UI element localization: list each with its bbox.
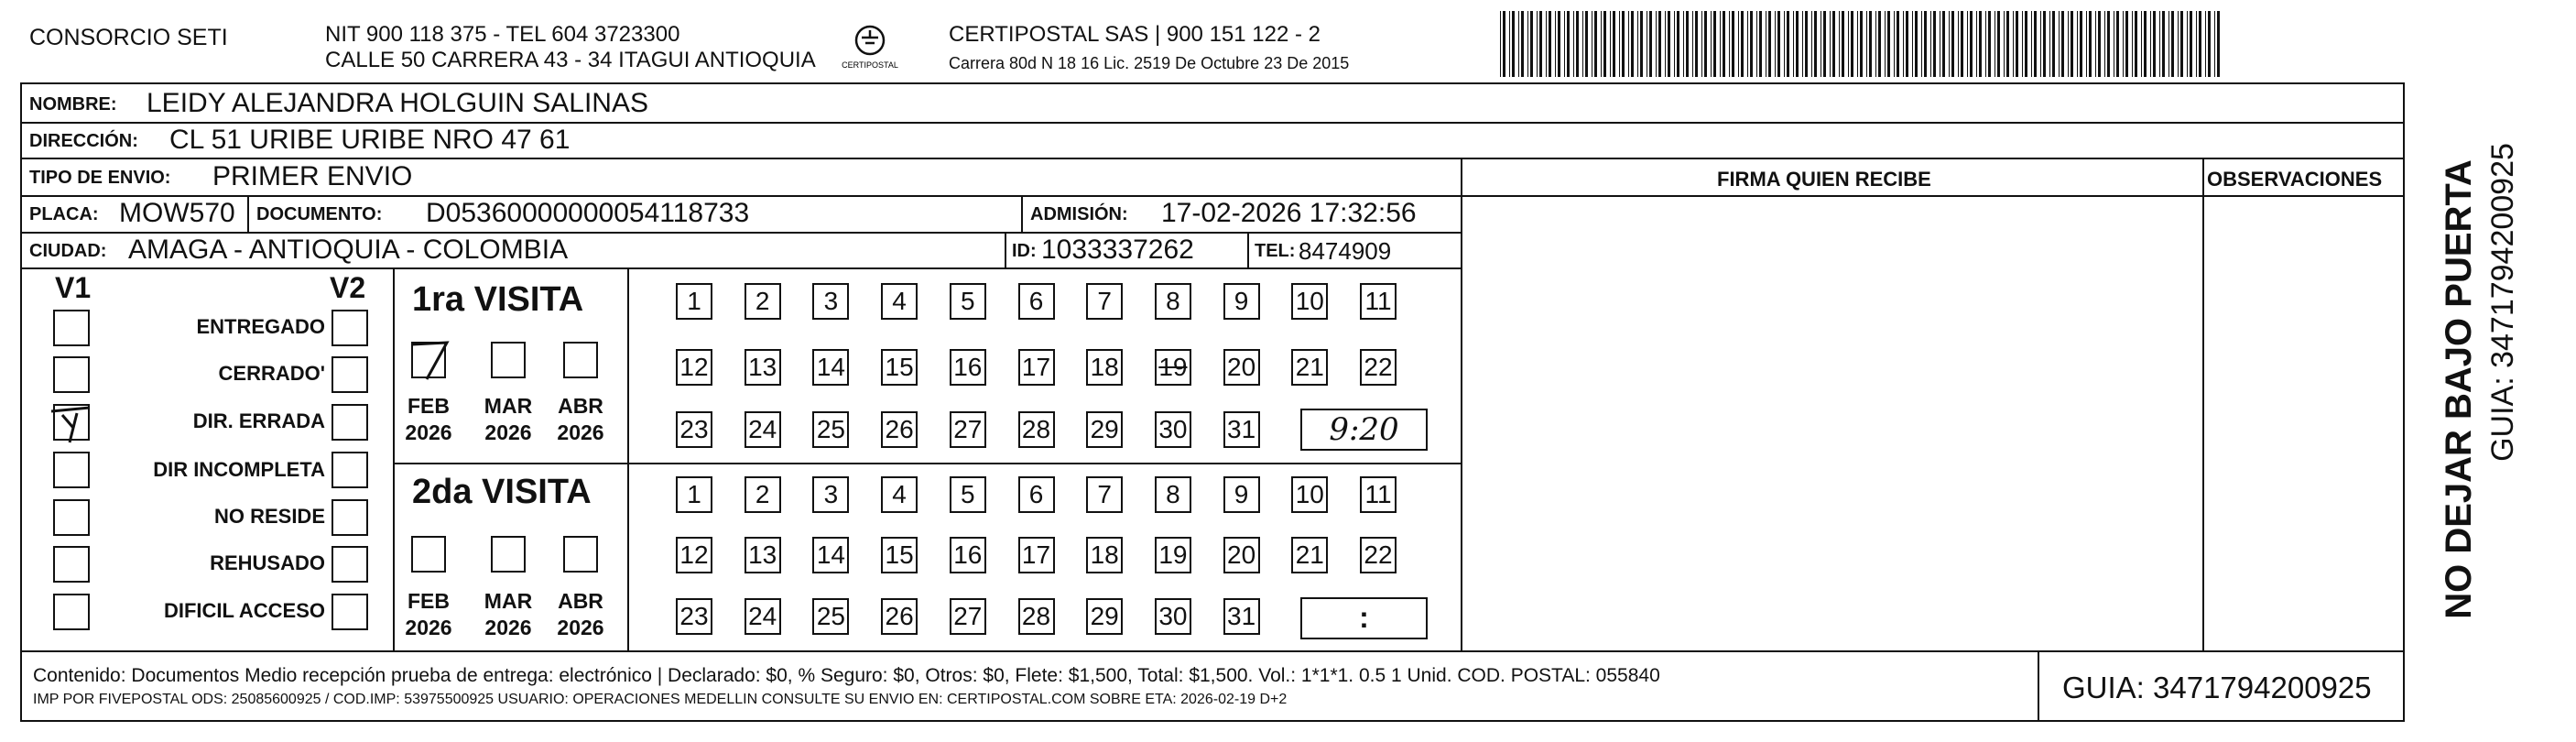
visit2-day-12[interactable]: 12 (676, 537, 712, 573)
v1-checkbox-rehusado[interactable] (53, 546, 90, 583)
visit2-day-21[interactable]: 21 (1291, 537, 1328, 573)
visit1-day-17[interactable]: 17 (1018, 349, 1055, 386)
v1-checkbox-entregado[interactable] (53, 310, 90, 346)
visit2-title: 2da VISITA (412, 473, 592, 511)
barcode (1498, 11, 2226, 77)
visit2-day-27[interactable]: 27 (950, 598, 986, 635)
visit2-day-30[interactable]: 30 (1155, 598, 1191, 635)
visit1-day-1[interactable]: 1 (676, 283, 712, 320)
placa-label: PLACA: (29, 204, 99, 224)
firma-label: FIRMA QUIEN RECIBE (1717, 168, 1931, 191)
v1-checkbox-dir-incompleta[interactable] (53, 452, 90, 488)
status-dir-incompleta: DIR INCOMPLETA (153, 458, 325, 481)
visit1-day-4[interactable]: 4 (881, 283, 918, 320)
documento-value: D05360000000054118733 (426, 198, 750, 228)
visit2-month-abr-box[interactable] (563, 536, 598, 573)
tel-label: TEL: (1255, 241, 1296, 261)
visit2-day-28[interactable]: 28 (1018, 598, 1055, 635)
visit1-day-18[interactable]: 18 (1086, 349, 1123, 386)
visit1-month-feb-box[interactable] (411, 342, 446, 378)
visit1-day-8[interactable]: 8 (1155, 283, 1191, 320)
visit1-day-26[interactable]: 26 (881, 411, 918, 448)
footer-imp-line: IMP POR FIVEPOSTAL ODS: 25085600925 / COD.IMP: 53975500925 USUARIO: OPERACIONES MEDELLIN CONSULTE SU ENVIO EN: CERTIPOSTAL.COM SOBRE ETA: 2026-02-19 D+2 (33, 692, 1288, 707)
v1-checkbox-cerrado[interactable] (53, 356, 90, 393)
v2-checkbox-entregado[interactable] (332, 310, 368, 346)
tel-value: 8474909 (1299, 237, 1392, 265)
id-label: ID: (1012, 241, 1037, 261)
visit2-day-23[interactable]: 23 (676, 598, 712, 635)
visit2-month-abr-label: ABR 2026 (557, 589, 604, 639)
status-entregado: ENTREGADO (196, 315, 325, 338)
footer-guia: GUIA: 3471794200925 (2062, 671, 2372, 704)
visit2-month-feb-box[interactable] (411, 536, 446, 573)
visit1-day-12[interactable]: 12 (676, 349, 712, 386)
nombre-label: NOMBRE: (29, 94, 117, 115)
visit1-month-mar-box[interactable] (491, 342, 526, 378)
visit2-day-26[interactable]: 26 (881, 598, 918, 635)
visit2-day-15[interactable]: 15 (881, 537, 918, 573)
visit1-day-24[interactable]: 24 (745, 411, 781, 448)
visit2-day-11[interactable]: 11 (1360, 476, 1397, 513)
tipo-envio-value: PRIMER ENVIO (212, 161, 413, 191)
visit2-day-13[interactable]: 13 (745, 537, 781, 573)
direccion-label: DIRECCIÓN: (29, 131, 138, 151)
visit1-month-abr-label: ABR 2026 (557, 394, 604, 444)
visit1-day-9[interactable]: 9 (1223, 283, 1260, 320)
visit2-day-25[interactable]: 25 (812, 598, 849, 635)
ciudad-value: AMAGA - ANTIOQUIA - COLOMBIA (128, 235, 569, 265)
visit1-day-20[interactable]: 20 (1223, 349, 1260, 386)
visit2-month-mar-label: MAR 2026 (484, 589, 533, 639)
visit2-day-10[interactable]: 10 (1291, 476, 1328, 513)
status-dificil-acceso: DIFICIL ACCESO (163, 599, 325, 622)
status-cerrado: CERRADO' (218, 362, 325, 385)
visit1-day-10[interactable]: 10 (1291, 283, 1328, 320)
nit-line: NIT 900 118 375 - TEL 604 3723300 (325, 22, 680, 47)
visit2-day-20[interactable]: 20 (1223, 537, 1260, 573)
visit2-time-field[interactable]: : (1300, 597, 1428, 639)
documento-label: DOCUMENTO: (256, 204, 383, 224)
visit1-day-31[interactable]: 31 (1223, 411, 1260, 448)
visit1-day-16[interactable]: 16 (950, 349, 986, 386)
tipo-envio-label: TIPO DE ENVIO: (29, 168, 171, 188)
visit1-day-6[interactable]: 6 (1018, 283, 1055, 320)
v2-checkbox-dificil-acceso[interactable] (332, 594, 368, 630)
svg-text:CERTIPOSTAL: CERTIPOSTAL (842, 60, 898, 70)
visit2-day-2[interactable]: 2 (745, 476, 781, 513)
side-guia: GUIA: 3471794200925 (2485, 143, 2520, 462)
v1-header: V1 (55, 271, 92, 304)
side-warning: NO DEJAR BAJO PUERTA (2439, 159, 2479, 619)
visit1-day-21[interactable]: 21 (1291, 349, 1328, 386)
visit1-day-27[interactable]: 27 (950, 411, 986, 448)
visit2-day-5[interactable]: 5 (950, 476, 986, 513)
status-no-reside: NO RESIDE (213, 505, 325, 528)
visit1-day-7[interactable]: 7 (1086, 283, 1123, 320)
handwritten-mark-icon (410, 341, 445, 377)
visit1-day-29[interactable]: 29 (1086, 411, 1123, 448)
direccion-value: CL 51 URIBE URIBE NRO 47 61 (169, 125, 571, 155)
v2-header: V2 (330, 271, 366, 304)
visit1-day-5[interactable]: 5 (950, 283, 986, 320)
admision-value: 17-02-2026 17:32:56 (1161, 198, 1417, 228)
visit2-day-24[interactable]: 24 (745, 598, 781, 635)
visit2-day-4[interactable]: 4 (881, 476, 918, 513)
id-value: 1033337262 (1041, 235, 1194, 265)
visit1-day-13[interactable]: 13 (745, 349, 781, 386)
visit1-day-30[interactable]: 30 (1155, 411, 1191, 448)
visit2-day-6[interactable]: 6 (1018, 476, 1055, 513)
visit2-day-9[interactable]: 9 (1223, 476, 1260, 513)
v2-checkbox-cerrado[interactable] (332, 356, 368, 393)
visit1-day-25[interactable]: 25 (812, 411, 849, 448)
company-name: CONSORCIO SETI (29, 25, 228, 50)
status-dir-errada: DIR. ERRADA (192, 409, 325, 432)
visit1-day-22[interactable]: 22 (1360, 349, 1397, 386)
nombre-value: LEIDY ALEJANDRA HOLGUIN SALINAS (147, 88, 648, 118)
visit2-day-18[interactable]: 18 (1086, 537, 1123, 573)
visit1-day-2[interactable]: 2 (745, 283, 781, 320)
visit2-day-7[interactable]: 7 (1086, 476, 1123, 513)
placa-value: MOW570 (119, 198, 235, 228)
status-rehusado: REHUSADO (210, 551, 325, 574)
visit2-day-3[interactable]: 3 (812, 476, 849, 513)
certipostal-logo (829, 22, 911, 75)
visit1-month-mar-label: MAR 2026 (484, 394, 533, 444)
visit2-month-mar-box[interactable] (491, 536, 526, 573)
visit1-time-field[interactable]: 9:20 (1300, 409, 1428, 451)
visit1-day-14[interactable]: 14 (812, 349, 849, 386)
v2-checkbox-dir-errada[interactable] (332, 404, 368, 441)
visit1-day-11[interactable]: 11 (1360, 283, 1397, 320)
visit2-day-8[interactable]: 8 (1155, 476, 1191, 513)
visit2-day-19[interactable]: 19 (1155, 537, 1191, 573)
visit1-title: 1ra VISITA (412, 280, 584, 319)
visit2-day-22[interactable]: 22 (1360, 537, 1397, 573)
visit2-day-17[interactable]: 17 (1018, 537, 1055, 573)
v1-checkbox-no-reside[interactable] (53, 499, 90, 536)
checkmark-icon (49, 402, 86, 439)
v1-checkbox-dir-errada[interactable] (53, 404, 90, 441)
ciudad-label: CIUDAD: (29, 241, 107, 261)
observaciones-label: OBSERVACIONES (2207, 168, 2383, 191)
license-line: Carrera 80d N 18 16 Lic. 2519 De Octubre 23 De 2015 (949, 54, 1350, 72)
visit2-day-1[interactable]: 1 (676, 476, 712, 513)
visit1-day-19[interactable]: 19 (1155, 349, 1191, 386)
visit2-day-16[interactable]: 16 (950, 537, 986, 573)
v2-checkbox-rehusado[interactable] (332, 546, 368, 583)
admision-label: ADMISIÓN: (1030, 204, 1128, 224)
address-line: CALLE 50 CARRERA 43 - 34 ITAGUI ANTIOQUIA (325, 48, 816, 72)
visit2-day-14[interactable]: 14 (812, 537, 849, 573)
v2-checkbox-dir-incompleta[interactable] (332, 452, 368, 488)
v1-checkbox-dificil-acceso[interactable] (53, 594, 90, 630)
visit1-day-28[interactable]: 28 (1018, 411, 1055, 448)
visit1-day-3[interactable]: 3 (812, 283, 849, 320)
visit1-day-23[interactable]: 23 (676, 411, 712, 448)
visit2-day-29[interactable]: 29 (1086, 598, 1123, 635)
carrier-line: CERTIPOSTAL SAS | 900 151 122 - 2 (949, 22, 1321, 47)
visit2-day-31[interactable]: 31 (1223, 598, 1260, 635)
footer-content-line: Contenido: Documentos Medio recepción prueba de entrega: electrónico | Declarado: $0, % Seguro: $0, Otros: $0, Flete: $1,500, Total: $1,500. Vol.: 1*1*1. 0.5 1 Unid. COD. POSTAL: 055840 (33, 665, 1660, 686)
visit1-day-15[interactable]: 15 (881, 349, 918, 386)
visit1-month-feb-label: FEB 2026 (405, 394, 452, 444)
visit1-month-abr-box[interactable] (563, 342, 598, 378)
v2-checkbox-no-reside[interactable] (332, 499, 368, 536)
visit2-month-feb-label: FEB 2026 (405, 589, 452, 639)
